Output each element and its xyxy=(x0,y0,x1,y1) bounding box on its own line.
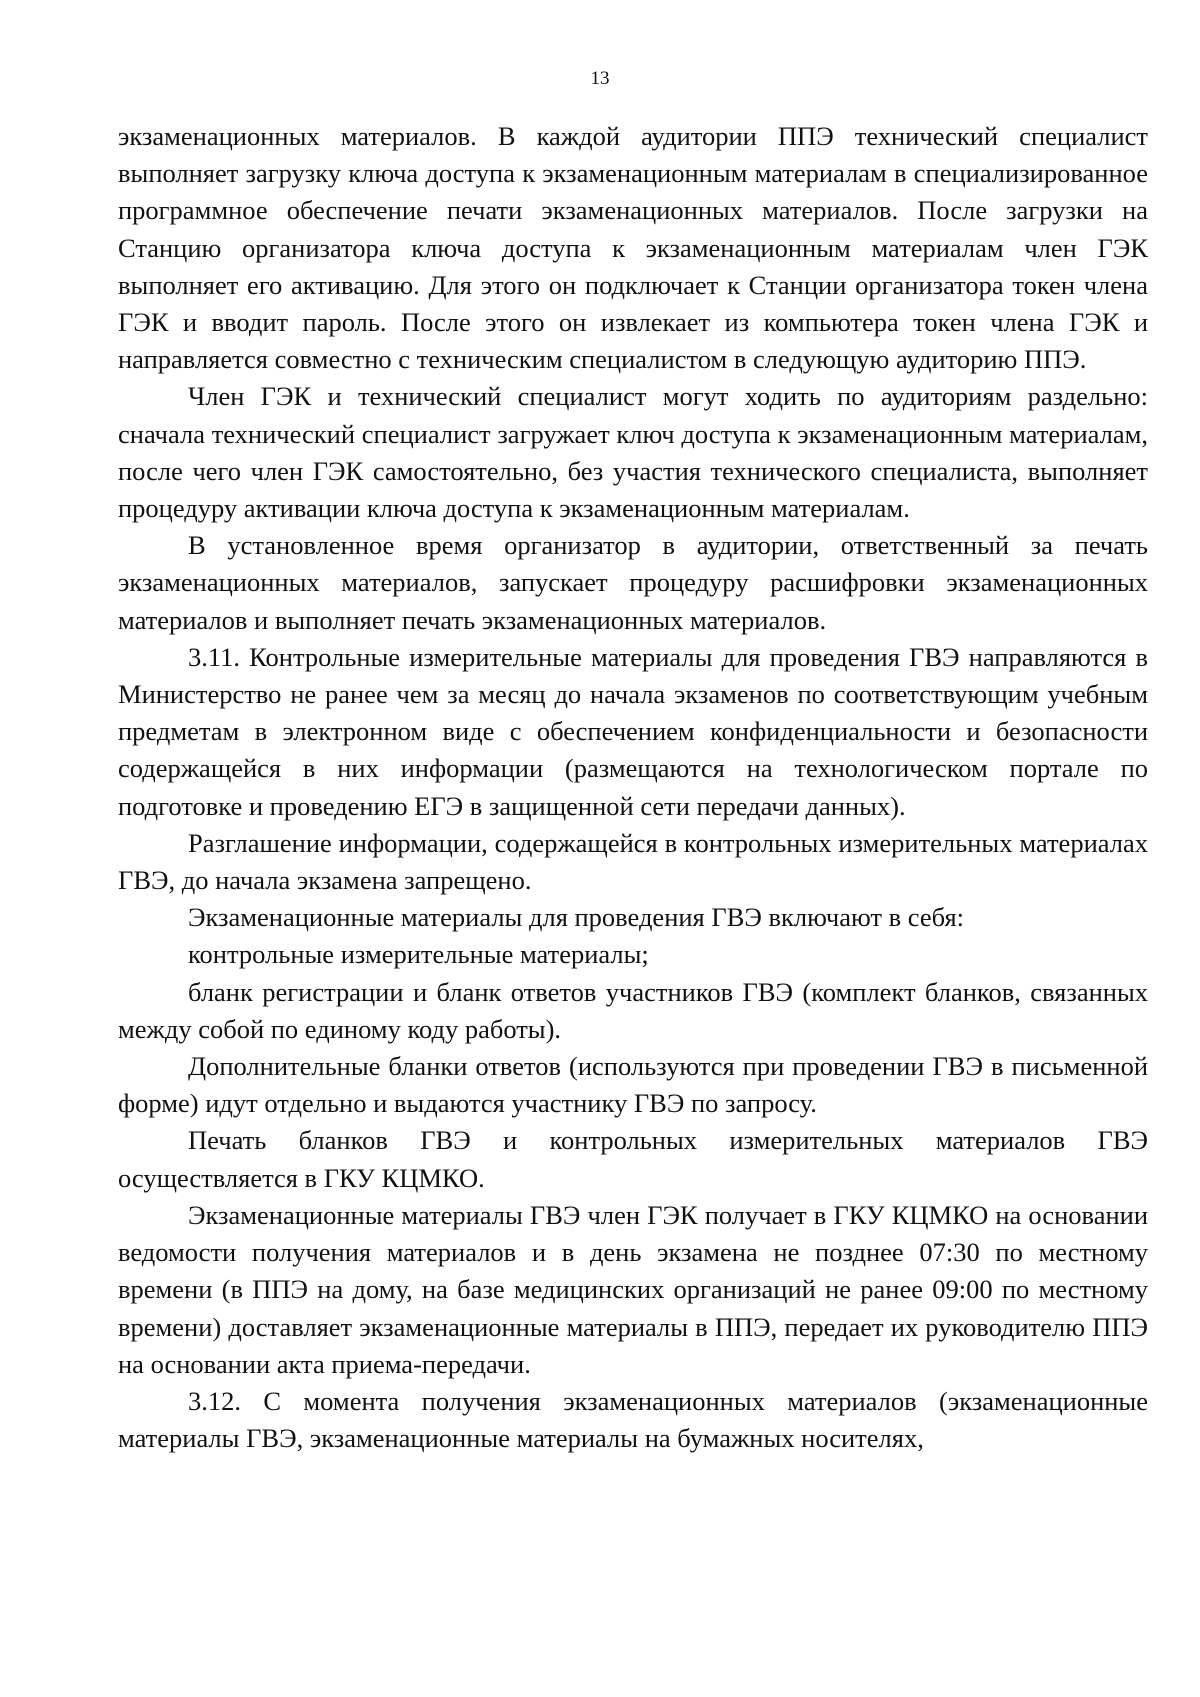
paragraph: Разглашение информации, содержащейся в контрольных измерительных материалах ГВЭ, до начала экзамена запрещено. xyxy=(118,827,1148,896)
paragraph: В установленное время организатор в аудитории, ответственный за печать экзаменационных материалов, запускает процедуру расшифровки экзаменационных материалов и выполняет печать экзаменационных материалов. xyxy=(118,530,1148,635)
document-body xyxy=(118,118,1148,1457)
paragraph: экзаменационных материалов. В каждой аудитории ППЭ технический специалист выполняет загрузку ключа доступа к экзаменационным материалам в специализированное программное обеспечение печати экзаменационных материалов. После загрузки на Станцию организатора ключа доступа к экзаменационным материалам член ГЭК выполняет его активацию. Для этого он подключает к Станции организатора токен члена ГЭК и вводит пароль. После этого он извлекает из компьютера токен члена ГЭК и направляется совместно с техническим специалистом в следующую аудиторию ППЭ. xyxy=(118,121,1148,375)
paragraph: Экзаменационные материалы ГВЭ член ГЭК получает в ГКУ КЦМКО на основании ведомости получения материалов и в день экзамена не позднее 07:30 по местному времени (в ППЭ на дому, на базе медицинских организаций не ранее 09:00 по местному времени) доставляет экзаменационные материалы в ППЭ, передает их руководителю ППЭ на основании акта приема-передачи. xyxy=(118,1199,1148,1379)
page-number: 13 xyxy=(590,68,610,89)
paragraph: Печать бланков ГВЭ и контрольных измерительных материалов ГВЭ осуществляется в ГКУ КЦМКО. xyxy=(118,1125,1148,1193)
paragraph: Экзаменационные материалы для проведения ГВЭ включают в себя: xyxy=(188,902,964,933)
paragraph: контрольные измерительные материалы; xyxy=(188,939,649,970)
paragraph-section-3-11: 3.11. Контрольные измерительные материалы для проведения ГВЭ направляются в Министерство не ранее чем за месяц до начала экзаменов по соответствующим учебным предметам в электронном виде с обеспечением конфиденциальности и безопасности содержащейся в них информации (размещаются на технологическом портале по подготовке и проведению ЕГЭ в защищенной сети передачи данных). xyxy=(118,641,1148,821)
paragraph: Дополнительные бланки ответов (используются при проведении ГВЭ в письменной форме) идут отдельно и выдаются участнику ГВЭ по запросу. xyxy=(118,1051,1148,1119)
paragraph-section-3-12: 3.12. С момента получения экзаменационных материалов (экзаменационные материалы ГВЭ, экзаменационные материалы на бумажных носителях, xyxy=(118,1385,1148,1454)
paragraph: бланк регистрации и бланк ответов участников ГВЭ (комплект бланков, связанных между собой по единому коду работы). xyxy=(118,976,1148,1044)
paragraph: Член ГЭК и технический специалист могут ходить по аудиториям раздельно: сначала технический специалист загружает ключ доступа к экзаменационным материалам, после чего член ГЭК самостоятельно, без участия технического специалиста, выполняет процедуру активации ключа доступа к экзаменационным материалам. xyxy=(118,381,1148,524)
